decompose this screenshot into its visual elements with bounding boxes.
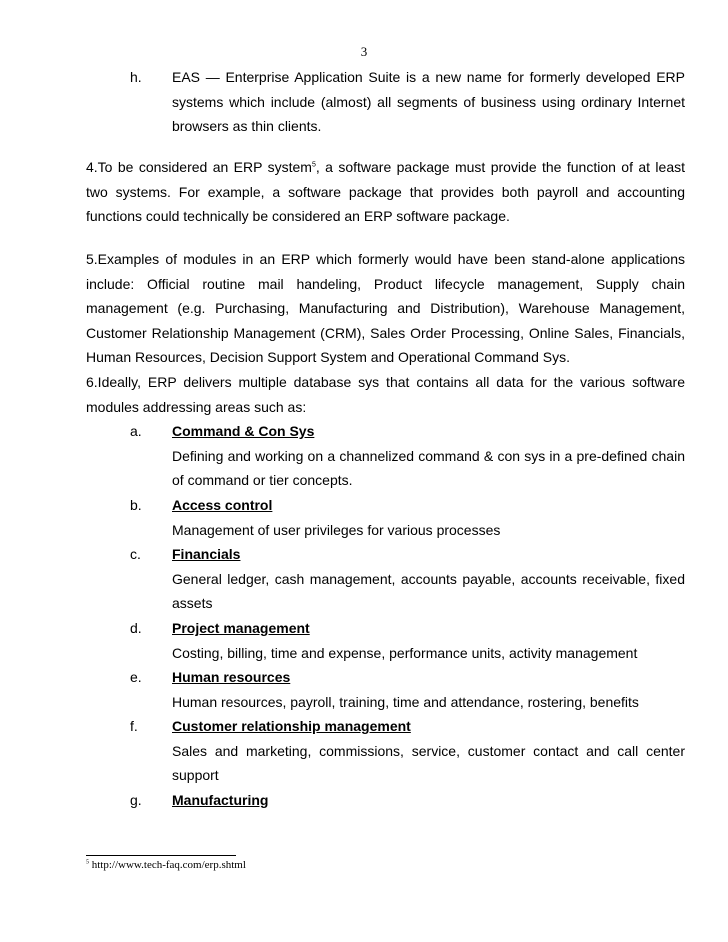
footnote-ref[interactable]: 5 (311, 161, 316, 169)
footnote-link[interactable]: http://www.tech-faq.com/erp.shtml (91, 859, 246, 871)
module-description: Defining and working on a channelized command & con sys in a pre-defined chain of command or tier concepts. (172, 447, 685, 488)
module-title: Project management (172, 620, 310, 636)
module-title: Manufacturing (172, 792, 269, 808)
module-g (172, 788, 685, 813)
module-description: Management of user privileges for various processes (172, 521, 501, 538)
module-e (172, 665, 685, 714)
list-label-b: b. (130, 497, 142, 513)
list-label-h: h. (130, 69, 142, 85)
paragraph-6: 6.Ideally, ERP delivers multiple database sys that contains all data for the various software modules addressing areas such as: (86, 374, 685, 415)
paragraph-4-start: 4.To be considered an ERP system (86, 159, 312, 175)
page-number: 3 (360, 44, 368, 59)
module-description: Sales and marketing, commissions, service, customer contact and call center support (172, 742, 685, 783)
list-label-f: f. (130, 718, 138, 734)
module-description: Human resources, payroll, training, time and attendance, rostering, benefits (172, 693, 639, 710)
module-f (172, 714, 685, 788)
paragraph-4 (86, 155, 685, 229)
module-c (172, 542, 685, 616)
paragraph-5: 5.Examples of modules in an ERP which formerly would have been stand-alone applications include: Official routine mail handeling, Product lifecycle management, Supply chain management (e.g. Purchasing, Manufacturing and Distribution), Warehouse Management, Customer Relationship Management (CRM), Sales Order Processing, Online Sales, Financials, Human Resources, Decision Support System and Operational Command Sys. (86, 251, 685, 365)
module-title: Command & Con Sys (172, 423, 315, 439)
footnote-separator (86, 855, 236, 856)
list-label-c: c. (130, 546, 141, 562)
list-label-g: g. (130, 792, 142, 808)
module-title: Financials (172, 546, 241, 562)
footnote-number: 5 (86, 859, 89, 866)
module-a (172, 419, 685, 493)
list-label-d: d. (130, 620, 142, 636)
paragraph-4-end: , a software package must provide the function of at least two systems. For example, a software package that provides both payroll and accounting functions could technically be considered an ERP software package. (86, 159, 685, 224)
module-d (172, 616, 685, 665)
module-title: Human resources (172, 669, 291, 685)
list-label-e: e. (130, 669, 142, 685)
item-h-text: EAS — Enterprise Application Suite is a new name for formerly developed ERP systems which include (almost) all segments of business using ordinary Internet browsers as thin clients. (172, 69, 685, 134)
module-title: Customer relationship management (172, 718, 411, 734)
module-description: General ledger, cash management, accounts payable, accounts receivable, fixed assets (172, 570, 685, 611)
module-b (172, 493, 685, 542)
list-label-a: a. (130, 423, 142, 439)
module-title: Access control (172, 497, 273, 513)
footnote (86, 859, 246, 871)
module-description: Costing, billing, time and expense, performance units, activity management (172, 644, 638, 661)
